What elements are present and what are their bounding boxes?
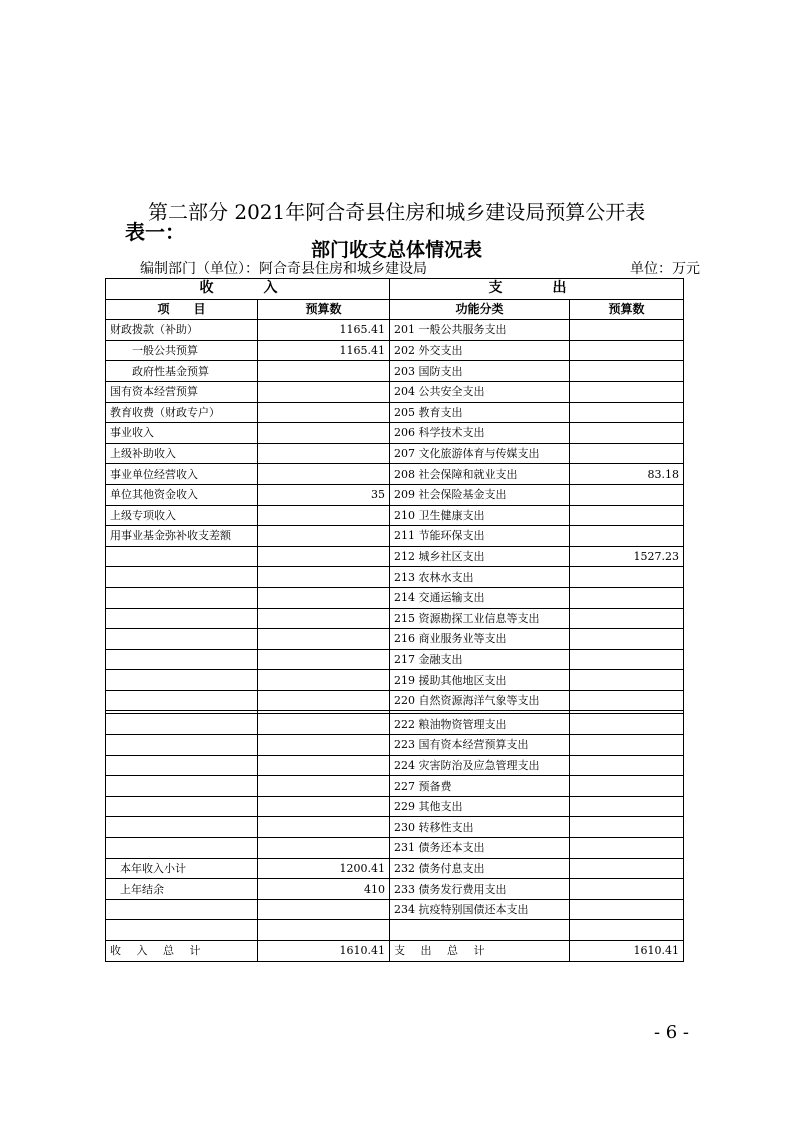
col-item-header: 项 目 — [106, 299, 258, 320]
income-value — [258, 546, 390, 567]
expense-value — [570, 714, 684, 735]
expense-item: 201 一般公共服务支出 — [390, 320, 570, 341]
expense-value — [570, 899, 684, 920]
expense-item: 219 援助其他地区支出 — [390, 670, 570, 691]
page-title: 部门收支总体情况表 — [310, 239, 482, 261]
table-row — [106, 714, 684, 735]
expense-value — [570, 776, 684, 797]
expense-value: 83.18 — [570, 464, 684, 485]
income-item — [106, 608, 258, 629]
table-row — [106, 402, 684, 423]
income-value — [258, 796, 390, 817]
expense-value — [570, 838, 684, 859]
expense-item: 232 债务付息支出 — [390, 858, 570, 879]
table-row — [106, 899, 684, 920]
income-value: 35 — [258, 484, 390, 505]
income-value — [258, 629, 390, 650]
income-value — [258, 690, 390, 711]
income-value — [258, 402, 390, 423]
income-value — [258, 443, 390, 464]
table-row — [106, 796, 684, 817]
income-value — [258, 361, 390, 382]
table-row — [106, 670, 684, 691]
income-item: 事业收入 — [106, 423, 258, 444]
expense-item: 224 灾害防治及应急管理支出 — [390, 755, 570, 776]
income-item: 上年结余 — [106, 879, 258, 900]
income-value — [258, 714, 390, 735]
expense-item: 211 节能环保支出 — [390, 526, 570, 547]
expense-item: 216 商业服务业等支出 — [390, 629, 570, 650]
income-total-label: 收 入 总 计 — [106, 941, 258, 962]
expense-value — [570, 526, 684, 547]
expense-value — [570, 735, 684, 756]
income-item: 上级专项收入 — [106, 505, 258, 526]
expense-value — [570, 402, 684, 423]
expense-value — [570, 796, 684, 817]
section-title: 第二部分 2021年阿合奇县住房和城乡建设局预算公开表 — [148, 200, 646, 224]
income-value — [258, 838, 390, 859]
income-value: 1165.41 — [258, 320, 390, 341]
table-row — [106, 361, 684, 382]
income-item: 本年收入小计 — [106, 858, 258, 879]
expense-item: 227 预备费 — [390, 776, 570, 797]
expense-value — [570, 505, 684, 526]
expense-item: 222 粮油物资管理支出 — [390, 714, 570, 735]
expense-item: 223 国有资本经营预算支出 — [390, 735, 570, 756]
income-value — [258, 920, 390, 941]
table-row — [106, 735, 684, 756]
col-budget2-header: 预算数 — [570, 299, 684, 320]
expense-item: 205 教育支出 — [390, 402, 570, 423]
expense-total-label: 支 出 总 计 — [390, 941, 570, 962]
expense-item: 212 城乡社区支出 — [390, 546, 570, 567]
income-item — [106, 920, 258, 941]
table-row — [106, 755, 684, 776]
table-row — [106, 526, 684, 547]
income-value — [258, 776, 390, 797]
expense-value — [570, 567, 684, 588]
table-row — [106, 505, 684, 526]
income-value — [258, 755, 390, 776]
budget-table — [105, 278, 684, 962]
table-row — [106, 587, 684, 608]
unit-label: 单位：万元 — [630, 261, 700, 277]
income-item — [106, 755, 258, 776]
table-row — [106, 567, 684, 588]
income-item — [106, 690, 258, 711]
expense-item: 233 债务发行费用支出 — [390, 879, 570, 900]
income-item: 上级补助收入 — [106, 443, 258, 464]
expense-value — [570, 423, 684, 444]
table-row — [106, 649, 684, 670]
col-function-header: 功能分类 — [390, 299, 570, 320]
income-value — [258, 608, 390, 629]
expense-item: 204 公共安全支出 — [390, 381, 570, 402]
income-item: 单位其他资金收入 — [106, 484, 258, 505]
income-value — [258, 526, 390, 547]
income-item — [106, 670, 258, 691]
income-value — [258, 587, 390, 608]
income-total-value: 1610.41 — [258, 941, 390, 962]
income-value — [258, 464, 390, 485]
table-row — [106, 838, 684, 859]
income-item — [106, 649, 258, 670]
income-value — [258, 649, 390, 670]
table-label: 表一： — [125, 220, 185, 244]
table-row — [106, 546, 684, 567]
table-row — [106, 464, 684, 485]
table-column-header — [106, 299, 684, 320]
col-budget-header: 预算数 — [258, 299, 390, 320]
expense-value — [570, 858, 684, 879]
total-row — [106, 941, 684, 962]
income-value: 410 — [258, 879, 390, 900]
expense-value — [570, 670, 684, 691]
expense-item: 207 文化旅游体育与传媒支出 — [390, 443, 570, 464]
expense-value — [570, 649, 684, 670]
expense-item: 220 自然资源海洋气象等支出 — [390, 690, 570, 711]
page-number: - 6 - — [653, 1022, 689, 1043]
income-item — [106, 735, 258, 756]
income-value — [258, 735, 390, 756]
table-row — [106, 320, 684, 341]
income-item: 事业单位经营收入 — [106, 464, 258, 485]
expense-value — [570, 320, 684, 341]
expense-item: 214 交通运输支出 — [390, 587, 570, 608]
table-row — [106, 858, 684, 879]
income-item — [106, 587, 258, 608]
expense-item: 208 社会保障和就业支出 — [390, 464, 570, 485]
expense-item: 234 抗疫特别国债还本支出 — [390, 899, 570, 920]
income-item: 用事业基金弥补收支差额 — [106, 526, 258, 547]
table-row — [106, 817, 684, 838]
expense-value — [570, 755, 684, 776]
income-item — [106, 546, 258, 567]
table-row — [106, 879, 684, 900]
department-label: 编制部门（单位）：阿合奇县住房和城乡建设局 — [140, 261, 427, 277]
expense-item: 231 债务还本支出 — [390, 838, 570, 859]
expense-value — [570, 484, 684, 505]
income-item — [106, 567, 258, 588]
table-row — [106, 443, 684, 464]
expense-value — [570, 361, 684, 382]
table-row — [106, 484, 684, 505]
expense-item: 229 其他支出 — [390, 796, 570, 817]
income-item — [106, 838, 258, 859]
expense-value — [570, 879, 684, 900]
income-item: 政府性基金预算 — [106, 361, 258, 382]
table-row — [106, 690, 684, 711]
income-item — [106, 714, 258, 735]
expense-item: 210 卫生健康支出 — [390, 505, 570, 526]
expense-value — [570, 381, 684, 402]
income-item — [106, 796, 258, 817]
expense-header: 支 出 — [390, 279, 684, 300]
expense-value — [570, 608, 684, 629]
expense-value — [570, 629, 684, 650]
expense-value — [570, 443, 684, 464]
income-value — [258, 381, 390, 402]
income-item — [106, 776, 258, 797]
income-value: 1200.41 — [258, 858, 390, 879]
income-item: 国有资本经营预算 — [106, 381, 258, 402]
table-row — [106, 423, 684, 444]
expense-item: 230 转移性支出 — [390, 817, 570, 838]
income-value — [258, 670, 390, 691]
expense-item — [390, 920, 570, 941]
income-item: 教育收费（财政专户） — [106, 402, 258, 423]
expense-item: 209 社会保险基金支出 — [390, 484, 570, 505]
expense-value — [570, 690, 684, 711]
table-row — [106, 381, 684, 402]
income-value — [258, 505, 390, 526]
income-value — [258, 817, 390, 838]
expense-value: 1527.23 — [570, 546, 684, 567]
expense-item: 213 农林水支出 — [390, 567, 570, 588]
income-value: 1165.41 — [258, 340, 390, 361]
income-value — [258, 423, 390, 444]
expense-value — [570, 920, 684, 941]
income-item — [106, 899, 258, 920]
income-item: 财政拨款（补助） — [106, 320, 258, 341]
expense-total-value: 1610.41 — [570, 941, 684, 962]
expense-item: 203 国防支出 — [390, 361, 570, 382]
table-row — [106, 608, 684, 629]
income-item — [106, 817, 258, 838]
expense-value — [570, 817, 684, 838]
income-item: 一般公共预算 — [106, 340, 258, 361]
table-row — [106, 920, 684, 941]
expense-item: 217 金融支出 — [390, 649, 570, 670]
income-value — [258, 899, 390, 920]
expense-item: 202 外交支出 — [390, 340, 570, 361]
income-item — [106, 629, 258, 650]
expense-item: 215 资源勘探工业信息等支出 — [390, 608, 570, 629]
table-row — [106, 340, 684, 361]
table-row — [106, 776, 684, 797]
table-row — [106, 629, 684, 650]
income-value — [258, 567, 390, 588]
table-group-header — [106, 279, 684, 300]
expense-item: 206 科学技术支出 — [390, 423, 570, 444]
expense-value — [570, 587, 684, 608]
income-header: 收 入 — [106, 279, 390, 300]
expense-value — [570, 340, 684, 361]
